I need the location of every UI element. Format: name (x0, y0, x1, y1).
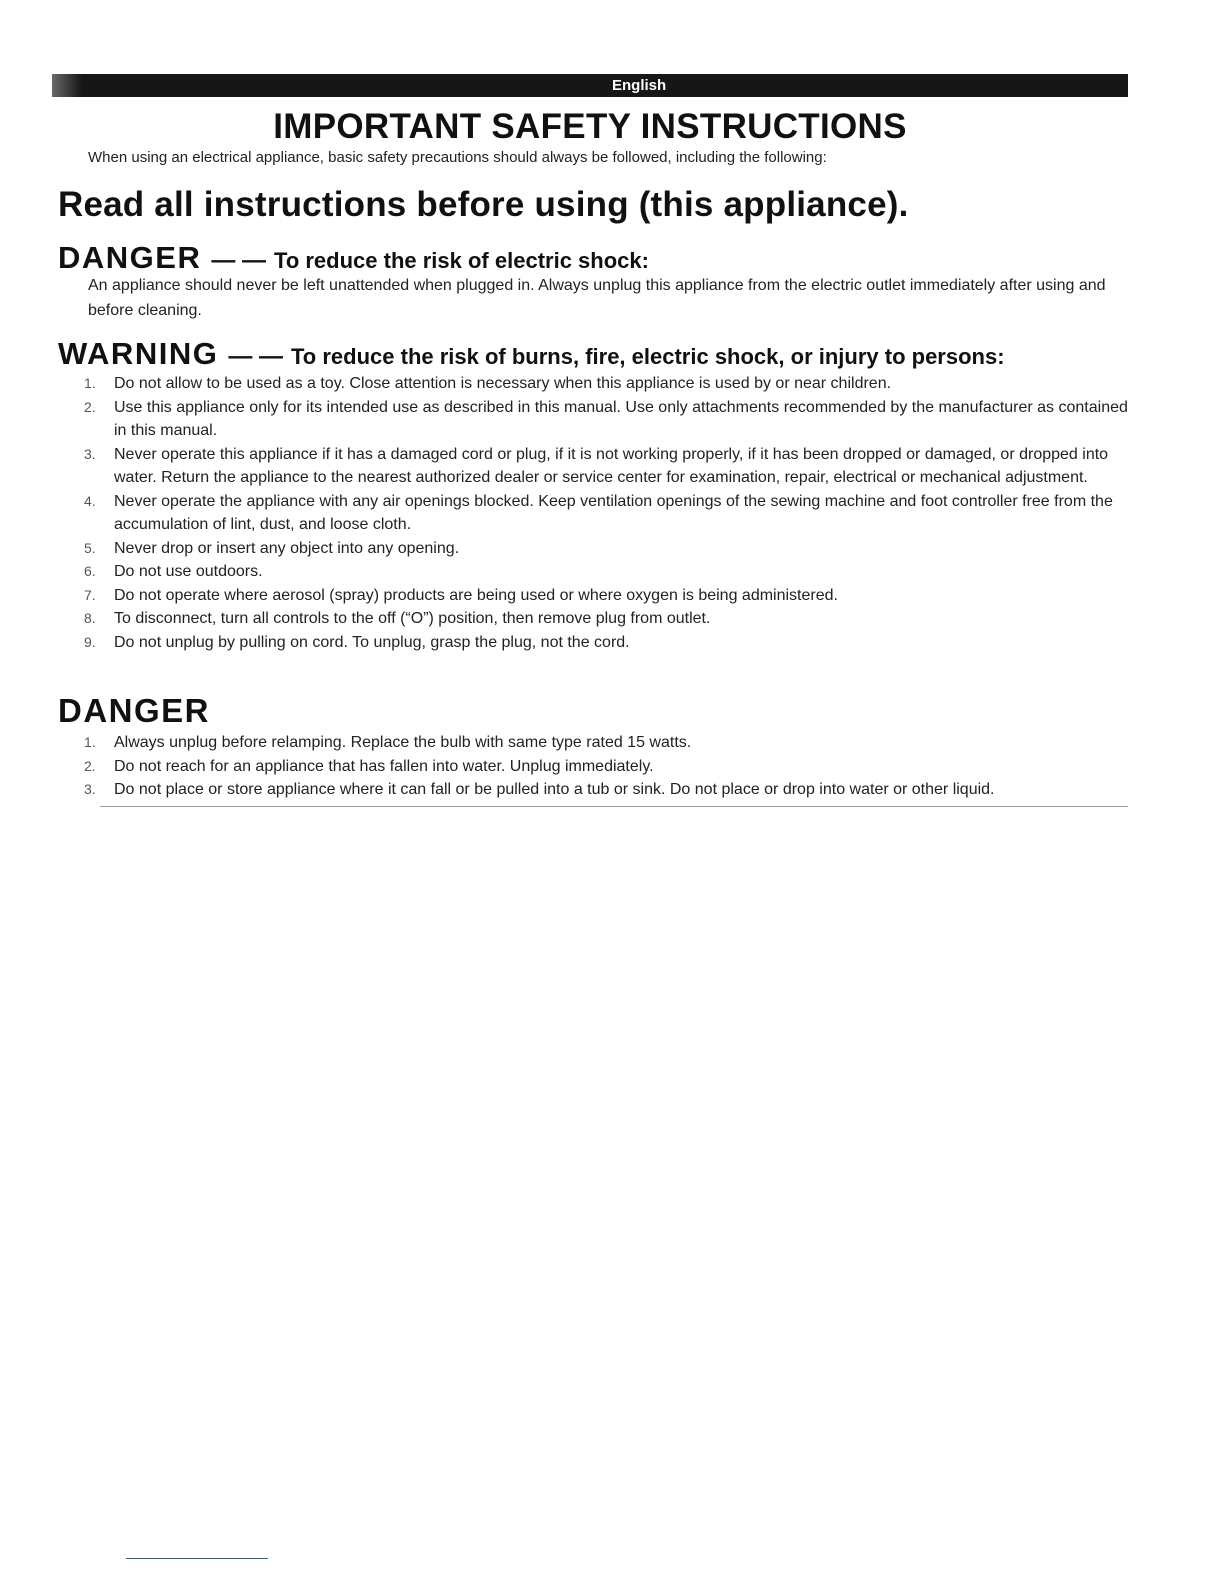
item-text: Never operate the appliance with any air openings blocked. Keep ventilation openings of the sewing machine and foot controller free from the accumulation of lint, dust, and loose cloth. (114, 492, 1113, 533)
language-bar (52, 74, 1128, 97)
heading-dash: — — (211, 247, 267, 274)
danger-shock-text: An appliance should never be left unattended when plugged in. Always unplug this appliance from the electric outlet immediately after using and before cleaning. (88, 277, 1106, 319)
item-text: Do not allow to be used as a toy. Close attention is necessary when this appliance is used by or near children. (114, 375, 892, 392)
list-item (84, 443, 1132, 490)
list-item (84, 584, 1132, 608)
danger-list (84, 731, 1132, 802)
list-item (84, 778, 1132, 802)
list-item (84, 537, 1132, 561)
danger-shock-heading (58, 240, 649, 276)
warning-heading (58, 336, 1005, 372)
list-item (84, 631, 1132, 655)
footnote-rule (126, 1558, 268, 1559)
page-title: IMPORTANT SAFETY INSTRUCTIONS (273, 107, 907, 146)
danger-heading (58, 692, 210, 730)
warning-subtitle: To reduce the risk of burns, fire, electric shock, or injury to persons: (291, 344, 1005, 369)
item-text: Do not operate where aerosol (spray) products are being used or where oxygen is being administered. (114, 586, 838, 604)
item-number: 2. (84, 757, 96, 774)
item-number: 1. (84, 734, 96, 750)
heading-dash: — — (228, 343, 283, 370)
item-text: Never operate this appliance if it has a damaged cord or plug, if it is not working properly, if it has been dropped or damaged, or dropped into water. Return the appliance to the nearest authorized dealer or service center for examination, repair, electrical or mechanical adjustment. (114, 445, 1109, 486)
list-item (84, 560, 1132, 584)
item-number: 7. (84, 586, 96, 603)
item-number: 6. (84, 563, 96, 579)
item-text: Do not reach for an appliance that has fallen into water. Unplug immediately. (114, 757, 654, 775)
item-number: 3. (84, 445, 96, 462)
item-number: 5. (84, 539, 96, 556)
section-divider (100, 806, 1128, 807)
item-text: Always unplug before relamping. Replace the bulb with same type rated 15 watts. (114, 734, 692, 751)
intro-text: When using an electrical appliance, basic safety precautions should always be followed, including the following: (88, 149, 827, 166)
list-item (84, 755, 1132, 779)
item-text: Use this appliance only for its intended use as described in this manual. Use only attachments recommended by the manufacturer as contained in this manual. (114, 398, 1128, 439)
item-text: Do not unplug by pulling on cord. To unplug, grasp the plug, not the cord. (114, 633, 630, 651)
list-item (84, 607, 1132, 631)
item-number: 2. (84, 398, 96, 415)
danger-label: DANGER (58, 692, 211, 729)
warning-label: WARNING (58, 336, 219, 371)
item-text: Do not use outdoors. (114, 563, 263, 580)
item-text: Do not place or store appliance where it can fall or be pulled into a tub or sink. Do not place or drop into water or other liquid. (114, 781, 995, 798)
warning-list (84, 372, 1132, 654)
item-number: 4. (84, 492, 96, 509)
item-number: 8. (84, 610, 96, 626)
read-instructions-heading: Read all instructions before using (this appliance). (58, 185, 909, 224)
danger-label: DANGER (58, 240, 202, 275)
list-item (84, 396, 1132, 443)
list-item (84, 490, 1132, 537)
item-number: 9. (84, 633, 96, 650)
list-item (84, 372, 1132, 396)
language-label: English (612, 77, 667, 94)
item-text: To disconnect, turn all controls to the off (“O”) position, then remove plug from outlet. (114, 610, 711, 627)
item-text: Never drop or insert any object into any opening. (114, 539, 460, 557)
danger-subtitle: To reduce the risk of electric shock: (274, 248, 649, 273)
list-item (84, 731, 1132, 755)
item-number: 1. (84, 375, 96, 391)
item-number: 3. (84, 781, 96, 797)
